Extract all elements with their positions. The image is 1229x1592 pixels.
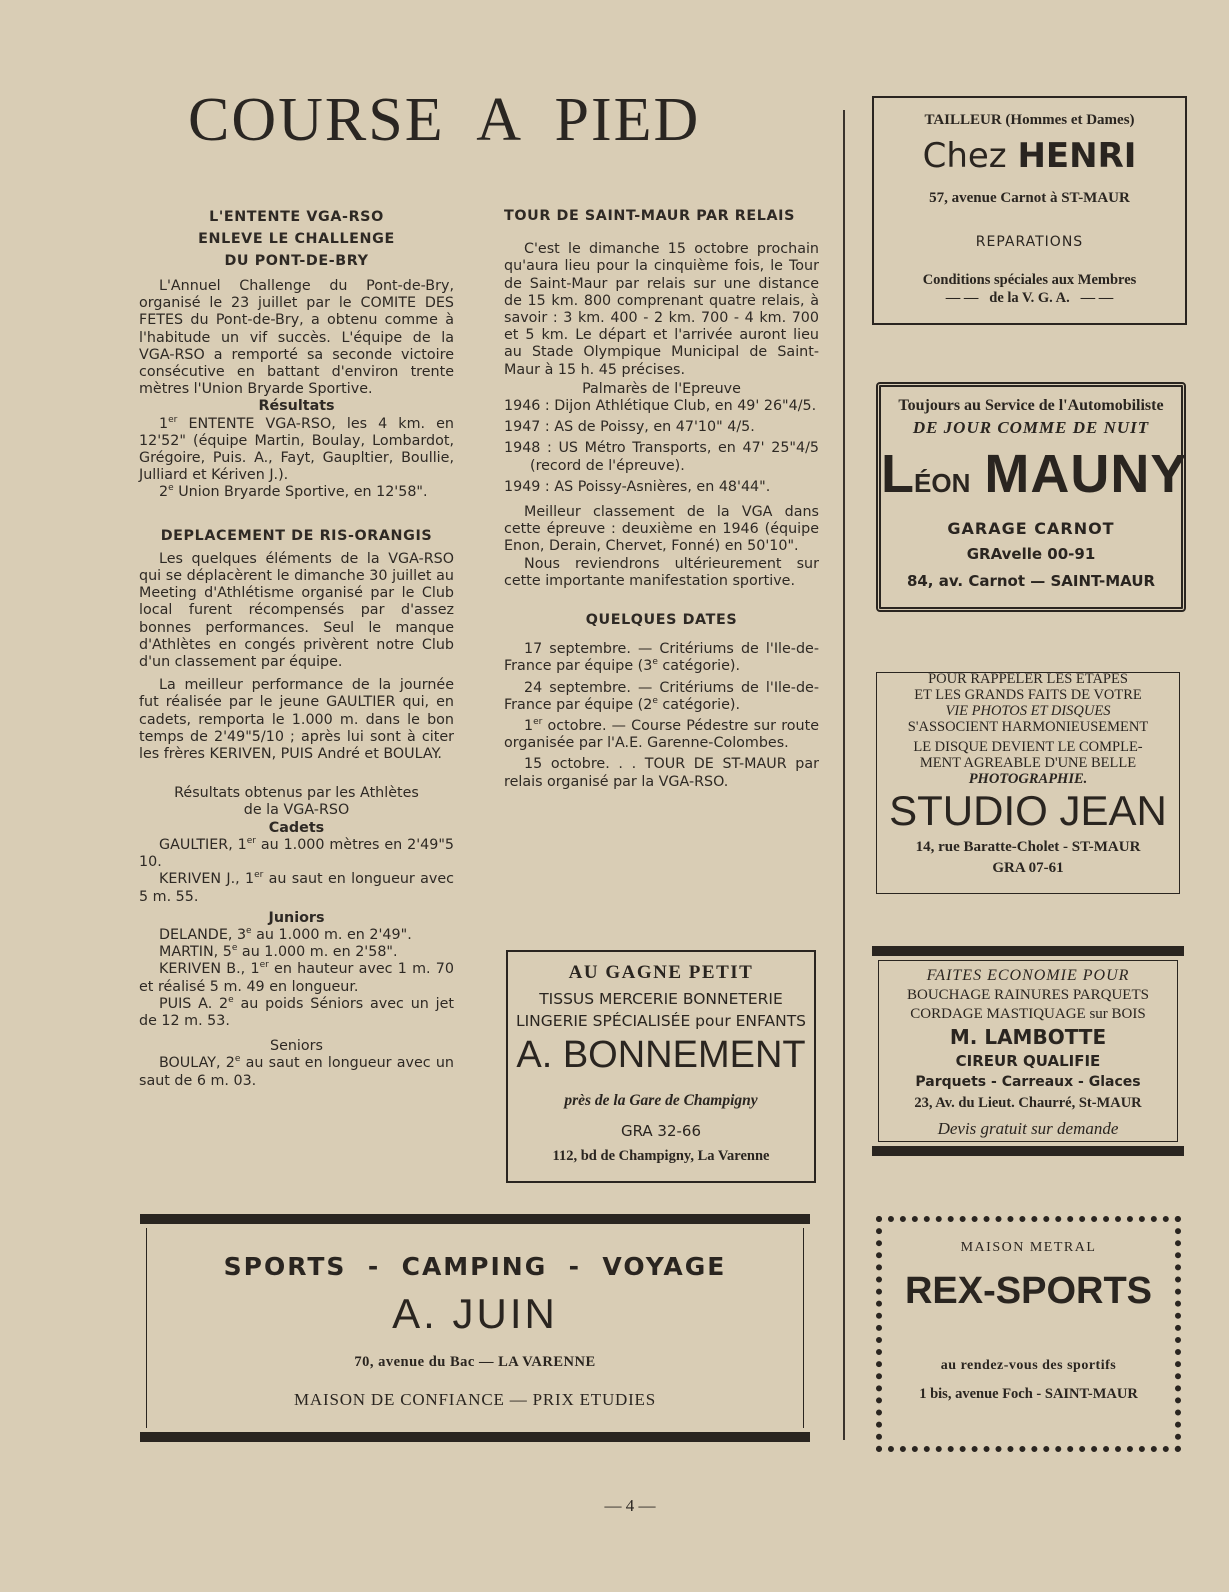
ad-line: au rendez-vous des sportifs	[940, 1358, 1117, 1373]
ad-studio-jean	[876, 672, 1180, 894]
result-line: KERIVEN B., 1er en hauteur avec 1 m. 70 et réalisé 5 m. 49 en longueur.	[139, 960, 454, 995]
ad-garage-mauny	[876, 382, 1186, 612]
ad-line: MAISON METRAL	[960, 1240, 1097, 1255]
ad-line: CIREUR QUALIFIE	[955, 1052, 1101, 1070]
ad-line: LINGERIE SPÉCIALISÉE pour ENFANTS	[515, 1012, 807, 1030]
ad-line: MAISON DE CONFIANCE — PRIX ETUDIES	[293, 1390, 656, 1409]
result-line: DELANDE, 3e au 1.000 m. en 2'49".	[159, 926, 412, 943]
ad-line: près de la Gare de Champigny	[564, 1092, 758, 1109]
ad-line: REPARATIONS	[975, 234, 1084, 250]
palmares-item: 1947 : AS de Poissy, en 47'10" 4/5.	[504, 419, 755, 436]
ad-phone: GRA 07-61	[992, 860, 1064, 876]
result-line: KERIVEN J., 1er au saut en longueur avec 5 m. 55.	[139, 870, 454, 905]
palmares-title: Palmarès de l'Epreuve	[582, 380, 741, 397]
result-line: BOULAY, 2e au saut en longueur avec un saut de 6 m. 03.	[139, 1054, 454, 1089]
ad-line: DE JOUR COMME DE NUIT	[912, 418, 1150, 437]
ad-address: 84, av. Carnot — SAINT-MAUR	[906, 572, 1156, 590]
ad-address: 23, Av. du Lieut. Chaurré, St-MAUR	[914, 1095, 1142, 1111]
ad-shop-name: Chez HENRI	[922, 136, 1137, 176]
date-item: 24 septembre. — Critériums de l'Ile-de-France par équipe (2e catégorie).	[504, 679, 819, 713]
ad-line: AU GAGNE PETIT	[568, 962, 754, 983]
ad-shop-name: M. LAMBOTTE	[949, 1025, 1107, 1049]
ad-address: 112, bd de Champigny, La Varenne	[552, 1148, 770, 1164]
ad-address: 1 bis, avenue Foch - SAINT-MAUR	[919, 1386, 1138, 1402]
ad-line: TAILLEUR (Hommes et Dames)	[924, 112, 1135, 128]
ad-line: S'ASSOCIENT HARMONIEUSEMENT	[907, 719, 1149, 735]
ad-line: Devis gratuit sur demande	[937, 1119, 1119, 1138]
category-title: Juniors	[268, 909, 325, 926]
ad-line: LE DISQUE DEVIENT LE COMPLE-	[913, 739, 1143, 755]
column-rule	[843, 110, 845, 1440]
palmares-item: 1948 : US Métro Transports, en 47' 25"4/5 (record de l'épreuve).	[504, 440, 819, 474]
result-line: 2e Union Bryarde Sportive, en 12'58".	[159, 483, 428, 501]
ad-address: 57, avenue Carnot à ST-MAUR	[929, 190, 1130, 206]
ad-line: POUR RAPPELER LES ETAPES	[928, 671, 1128, 687]
category-title: Cadets	[268, 819, 325, 836]
article-heading: TOUR DE SAINT-MAUR PAR RELAIS	[504, 208, 795, 224]
ad-line: FAITES ECONOMIE POUR	[926, 967, 1130, 984]
date-item: 15 octobre. . . TOUR DE ST-MAUR par relais organisé par la VGA-RSO.	[504, 756, 819, 790]
ad-frame	[878, 960, 1178, 1142]
ad-shop-name: STUDIO JEAN	[889, 787, 1167, 834]
ad-line: Parquets - Carreaux - Glaces	[915, 1074, 1141, 1090]
category-title: Seniors	[270, 1038, 323, 1055]
ad-line: CORDAGE MASTIQUAGE sur BOIS	[910, 1006, 1146, 1022]
ad-address: 70, avenue du Bac — LA VARENNE	[354, 1354, 596, 1370]
ad-shop-name: A. JUIN	[392, 1290, 558, 1337]
ad-line: PHOTOGRAPHIE.	[968, 771, 1088, 787]
ad-rex-sports	[876, 1216, 1181, 1452]
ad-line: ET LES GRANDS FAITS DE VOTRE	[914, 687, 1142, 703]
ad-line: — — de la V. G. A. — —	[945, 290, 1114, 306]
ad-shop-name: LÉON MAUNY	[881, 444, 1188, 504]
ad-juin	[140, 1214, 810, 1442]
palmares-item: 1946 : Dijon Athlétique Club, en 49' 26"4/5.	[504, 398, 817, 415]
results-obtained: Résultats obtenus par les Athlètes de la VGA-RSO	[174, 785, 419, 819]
page-title: COURSE A PIED	[188, 86, 701, 154]
ad-shop-name: REX-SPORTS	[904, 1270, 1153, 1312]
ad-address: 14, rue Baratte-Cholet - ST-MAUR	[915, 839, 1141, 855]
date-item: 1er octobre. — Course Pédestre sur route organisée par l'A.E. Garenne-Colombes.	[504, 717, 819, 752]
ad-line: GARAGE CARNOT	[947, 519, 1115, 538]
result-line: MARTIN, 5e au 1.000 m. en 2'58".	[159, 943, 398, 961]
ad-phone: GRAvelle 00-91	[966, 545, 1096, 563]
article-challenge	[139, 206, 454, 1090]
page-number: — 4 —	[604, 1496, 656, 1515]
result-line: GAULTIER, 1er au 1.000 mètres en 2'49"5 10.	[139, 836, 454, 871]
ad-line: TISSUS MERCERIE BONNETERIE	[539, 990, 783, 1008]
palmares-item: 1949 : AS Poissy-Asnières, en 48'44".	[504, 478, 771, 495]
paragraph: C'est le dimanche 15 octobre prochain qu'aura lieu pour la cinquième fois, le Tour de Saint-Maur par relais sur une distance de 15 km. 800 comprenant quatre relais, à savoir : 3 km. 400 - 2 km. 700 - 4 km. 700 et 5 km. Le départ et l'arrivée auront lieu au Stade Olympique Municipal de Saint-Maur à 15 h. 45 précises.	[504, 241, 819, 378]
heading-line: L'ENTENTE VGA-RSO	[209, 209, 384, 225]
ad-shop-name: A. BONNEMENT	[516, 1034, 806, 1076]
ad-line: BOUCHAGE RAINURES PARQUETS	[907, 987, 1149, 1003]
ad-tailleur-henri	[872, 96, 1187, 325]
result-line: PUIS A. 2e au poids Séniors avec un jet de 12 m. 53.	[139, 994, 454, 1029]
ad-frame	[146, 1228, 804, 1428]
ad-line: Toujours au Service de l'Automobiliste	[898, 397, 1164, 414]
paragraph: La meilleur performance de la journée fut réalisée par le jeune GAULTIER qui, en cadets, remporta le 1.000 m. dans le bon temps de 2'49"5/10 ; après lui sont à citer les frères KERIVEN, PUIS André et BOULAY.	[139, 677, 454, 763]
ad-bonnement	[506, 950, 816, 1183]
paragraph: Meilleur classement de la VGA dans cette épreuve : deuxième en 1946 (équipe Enon, Derain, Chervet, Fonné) en 50'10".	[504, 504, 819, 555]
ad-line: Conditions spéciales aux Membres	[922, 272, 1137, 288]
article-tour	[504, 208, 819, 791]
article-heading: QUELQUES DATES	[585, 612, 738, 629]
date-item: 17 septembre. — Critériums de l'Ile-de-France par équipe (3e catégorie).	[504, 641, 819, 675]
results-title: Résultats	[258, 398, 335, 415]
heading-line: DU PONT-DE-BRY	[224, 253, 369, 269]
heading-line: ENLEVE LE CHALLENGE	[198, 231, 395, 247]
article-heading: DEPLACEMENT DE RIS-ORANGIS	[160, 527, 433, 544]
article-heading	[139, 206, 454, 272]
ad-line: MENT AGREABLE D'UNE BELLE	[919, 755, 1137, 771]
paragraph: Les quelques éléments de la VGA-RSO qui se déplacèrent le dimanche 30 juillet au Meeting d'Athlétisme organisé par le Club local furent récompensés par d'assez bonnes performances. Seul le manque d'Athlètes en congés privèrent notre Club d'un classement par équipe.	[139, 550, 454, 671]
paragraph: Nous reviendrons ultérieurement sur cette importante manifestation sportive.	[504, 555, 819, 589]
ad-phone: GRA 32-66	[620, 1122, 702, 1140]
ad-line: VIE PHOTOS ET DISQUES	[945, 703, 1111, 719]
result-line: 1er ENTENTE VGA-RSO, les 4 km. en 12'52" (équipe Martin, Boulay, Lombardot, Grégoire, Puis. A., Fayt, Gaupltier, Boullie, Julliard et Kériven J.).	[139, 414, 454, 484]
ad-lambotte	[872, 946, 1184, 1156]
ad-line: SPORTS - CAMPING - VOYAGE	[223, 1252, 727, 1281]
paragraph: L'Annuel Challenge du Pont-de-Bry, organisé le 23 juillet par le COMITE DES FETES du Pont-de-Bry, a obtenu comme à l'habitude un vif succès. L'équipe de la VGA-RSO a remporté sa seconde victoire consécutive en battant d'environ trente mètres l'Union Bryarde Sportive.	[139, 278, 454, 398]
